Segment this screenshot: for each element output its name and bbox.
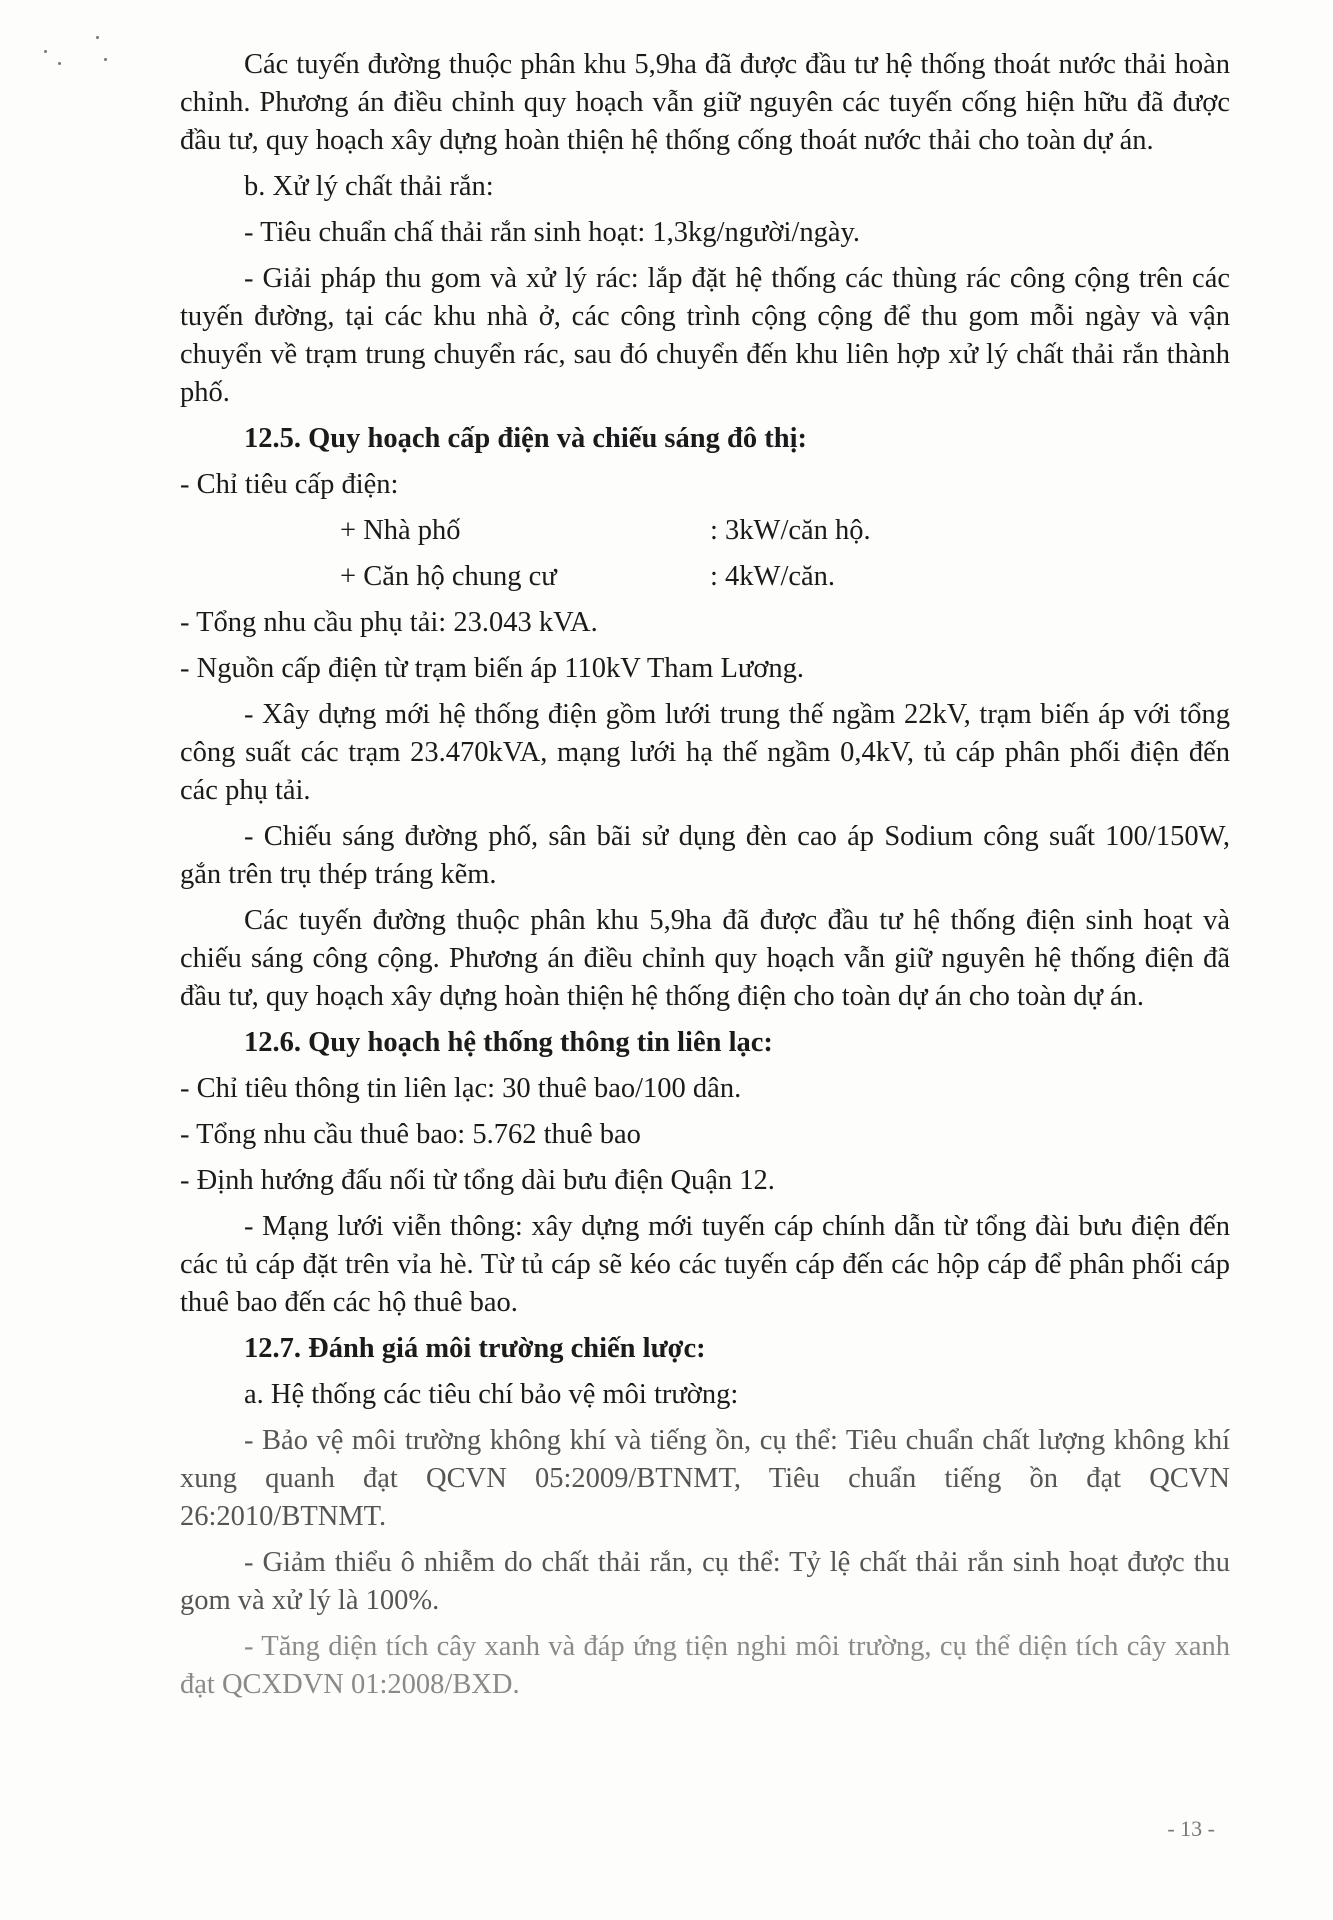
criteria-value: : 3kW/căn hộ.	[710, 515, 871, 546]
list-item-green-space: - Tăng diện tích cây xanh và đáp ứng tiện nghi môi trường, cụ thể diện tích cây xanh đạt QCXDVN 01:2008/BXD.	[180, 1631, 1230, 1700]
list-item-power-network: - Xây dựng mới hệ thống điện gồm lưới trung thế ngầm 22kV, trạm biến áp với tổng công suất các trạm 23.470kVA, mạng lưới hạ thế ngầm 0,4kV, tủ cáp phân phối điện đến các phụ tải.	[180, 699, 1230, 806]
scan-speck	[96, 36, 99, 39]
heading-solid-waste: b. Xử lý chất thải rắn:	[244, 171, 494, 202]
list-item-air-noise: - Bảo vệ môi trường không khí và tiếng ồn, cụ thể: Tiêu chuẩn chất lượng không khí xung quanh đạt QCVN 05:2009/BTNMT, Tiêu chuẩn tiếng ồn đạt QCVN 26:2010/BTNMT.	[180, 1425, 1230, 1532]
criteria-label: + Nhà phố	[340, 515, 461, 546]
paragraph-wastewater: Các tuyến đường thuộc phân khu 5,9ha đã được đầu tư hệ thống thoát nước thải hoàn chỉnh. Phương án điều chỉnh quy hoạch vẫn giữ nguyên các tuyến cống hiện hữu đã được đầu tư, quy hoạch xây dựng hoàn thiện hệ thống cống thoát nước thải cho toàn dự án.	[180, 49, 1230, 156]
section-heading-12-7: 12.7. Đánh giá môi trường chiến lược:	[244, 1333, 706, 1364]
criteria-row-apartment	[180, 558, 1230, 596]
criteria-row-townhouse	[180, 512, 1230, 550]
list-item-telecom-connection: - Định hướng đấu nối từ tổng dài bưu điện Quận 12.	[180, 1165, 775, 1196]
list-item-street-lighting: - Chiếu sáng đường phố, sân bãi sử dụng đèn cao áp Sodium công suất 100/150W, gắn trên trụ thép tráng kẽm.	[180, 821, 1230, 890]
page-number: - 13 -	[1167, 1816, 1215, 1841]
scan-speck	[58, 62, 61, 65]
scan-speck	[104, 58, 107, 61]
list-item-total-load: - Tổng nhu cầu phụ tải: 23.043 kVA.	[180, 607, 598, 638]
scan-speck	[44, 50, 47, 53]
list-item-telecom-criteria: - Chỉ tiêu thông tin liên lạc: 30 thuê bao/100 dân.	[180, 1073, 742, 1104]
criteria-value: : 4kW/căn.	[710, 561, 836, 592]
list-item-waste-standard: - Tiêu chuẩn chấ thải rắn sinh hoạt: 1,3kg/người/ngày.	[244, 217, 860, 248]
section-heading-12-5: 12.5. Quy hoạch cấp điện và chiếu sáng đô thị:	[244, 423, 807, 454]
list-item-waste-solution: - Giải pháp thu gom và xử lý rác: lắp đặt hệ thống các thùng rác công cộng trên các tuyến đường, tại các khu nhà ở, các công trình cộng cộng để thu gom mỗi ngày và vận chuyển về trạm trung chuyển rác, sau đó chuyển đến khu liên hợp xử lý chất thải rắn thành phố.	[180, 263, 1230, 408]
list-item-power-source: - Nguồn cấp điện từ trạm biến áp 110kV Tham Lương.	[180, 653, 805, 684]
list-item-telecom-demand: - Tổng nhu cầu thuê bao: 5.762 thuê bao	[180, 1119, 641, 1150]
heading-env-criteria: a. Hệ thống các tiêu chí bảo vệ môi trường:	[244, 1379, 739, 1410]
list-item-power-criteria: - Chỉ tiêu cấp điện:	[180, 469, 399, 500]
paragraph-power-existing: Các tuyến đường thuộc phân khu 5,9ha đã được đầu tư hệ thống điện sinh hoạt và chiếu sáng công cộng. Phương án điều chỉnh quy hoạch vẫn giữ nguyên hệ thống điện đã đầu tư, quy hoạch xây dựng hoàn thiện hệ thống điện cho toàn dự án cho toàn dự án.	[180, 905, 1230, 1012]
list-item-telecom-network: - Mạng lưới viễn thông: xây dựng mới tuyến cáp chính dẫn từ tổng đài bưu điện đến các tủ cáp đặt trên vỉa hè. Từ tủ cáp sẽ kéo các tuyến cáp đến các hộp cáp để phân phối cáp thuê bao đến các hộ thuê bao.	[180, 1211, 1230, 1318]
section-heading-12-6: 12.6. Quy hoạch hệ thống thông tin liên lạc:	[244, 1027, 773, 1058]
list-item-solid-waste-reduction: - Giảm thiểu ô nhiễm do chất thải rắn, cụ thể: Tỷ lệ chất thải rắn sinh hoạt được thu gom và xử lý là 100%.	[180, 1547, 1230, 1616]
document-body	[180, 46, 1230, 1712]
criteria-label: + Căn hộ chung cư	[340, 561, 557, 592]
